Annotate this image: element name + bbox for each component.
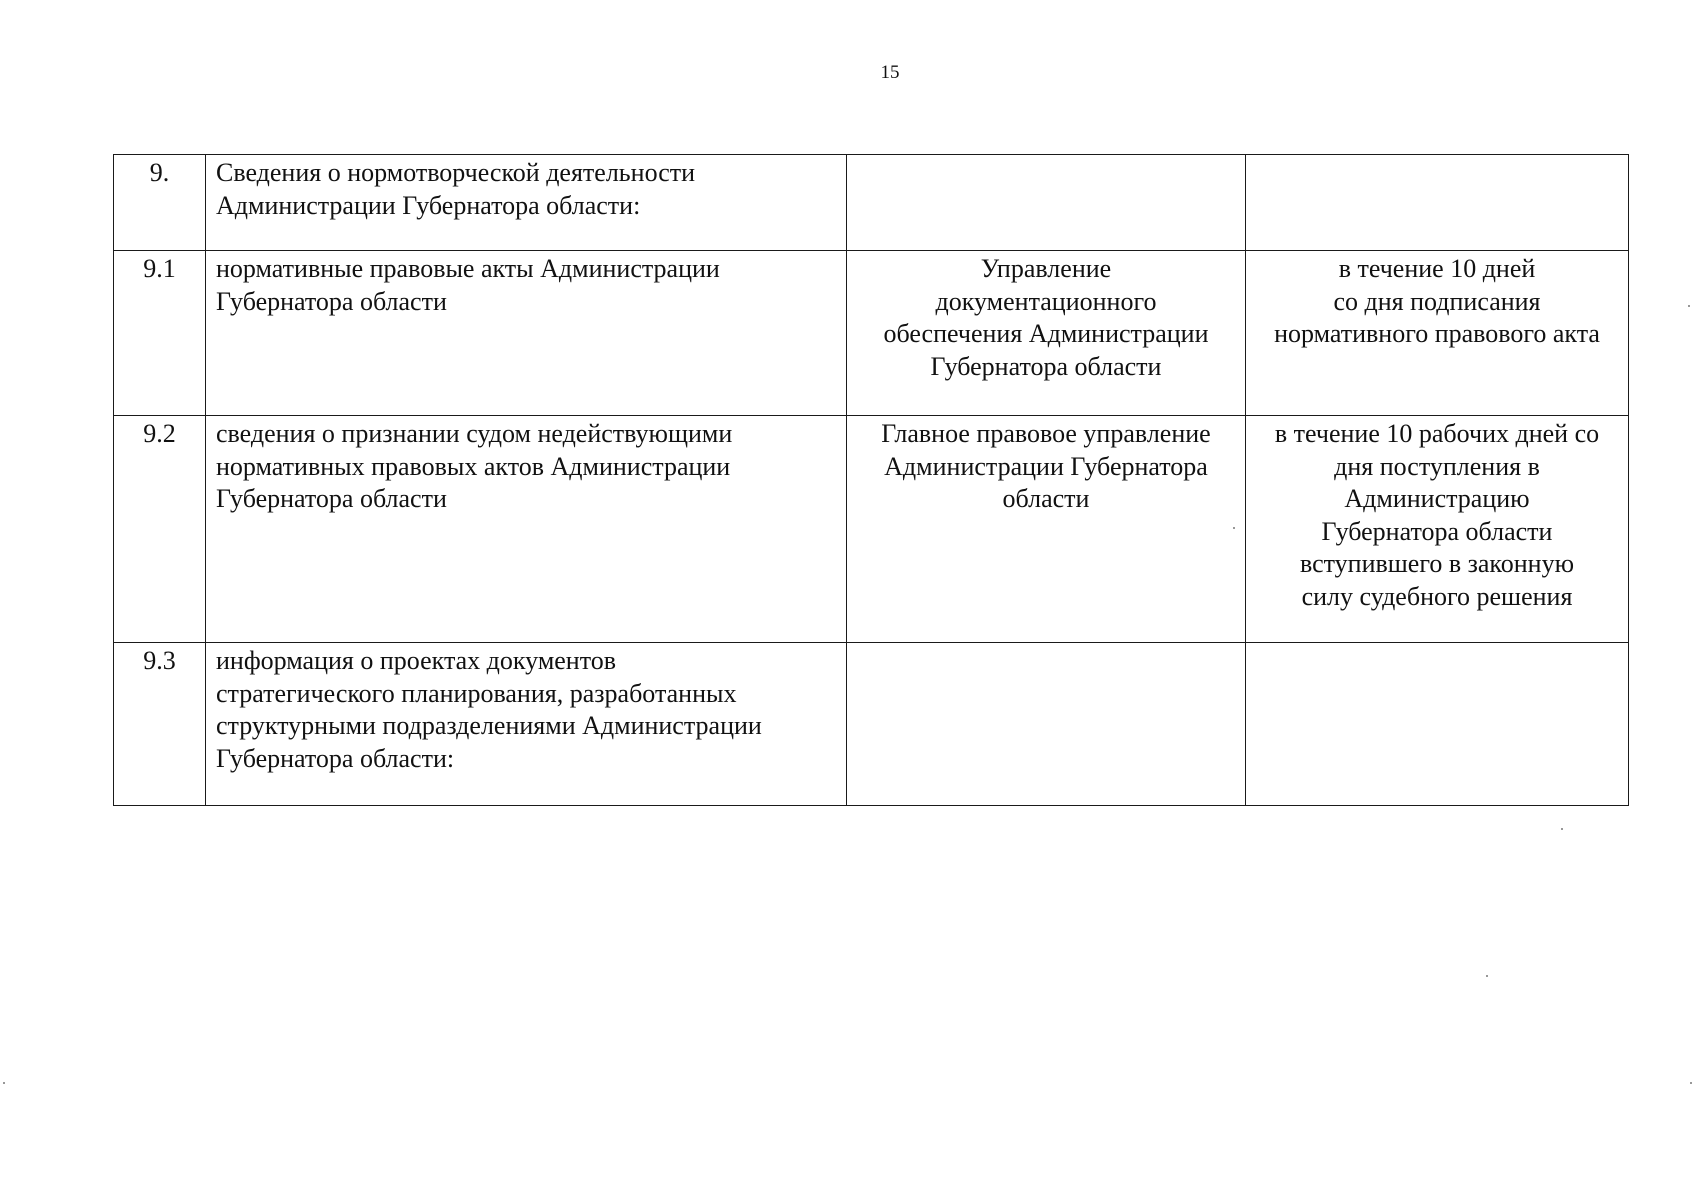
description-line: Губернатора области <box>216 286 447 316</box>
responsible-line: документационного <box>935 286 1157 316</box>
description-cell <box>206 416 847 643</box>
description-cell <box>206 643 847 806</box>
description-line: Сведения о нормотворческой деятельности <box>216 158 696 187</box>
description-line: нормативные правовые акты Администрации <box>216 254 720 283</box>
deadline-line: в течение 10 дней <box>1338 254 1536 283</box>
deadline-line: нормативного правового акта <box>1274 319 1600 348</box>
deadline-cell <box>1246 251 1629 416</box>
responsible-line: области <box>1002 484 1090 513</box>
deadline-line: дня поступления в <box>1334 451 1540 481</box>
description-line: структурными подразделениями Администрации <box>216 711 762 740</box>
responsible-line: Администрации Губернатора <box>884 451 1208 481</box>
description-line: стратегического планирования, разработанных <box>216 678 737 708</box>
scan-speck <box>3 1082 5 1084</box>
row-number-cell: 9. <box>114 155 206 251</box>
deadline-line: со дня подписания <box>1333 286 1541 316</box>
row-number-cell: 9.2 <box>114 416 206 643</box>
table-row-9 <box>114 155 1629 251</box>
description-line: Губернатора области: <box>216 743 455 773</box>
row-number-cell: 9.3 <box>114 643 206 806</box>
table-row-9-1 <box>114 251 1629 416</box>
deadline-line: Губернатора области <box>1321 516 1553 546</box>
scan-speck <box>1233 527 1235 529</box>
responsible-cell <box>847 155 1246 251</box>
description-line: информация о проектах документов <box>216 646 617 675</box>
description-line: Губернатора области <box>216 484 447 513</box>
responsible-cell <box>847 416 1246 643</box>
deadline-cell <box>1246 155 1629 251</box>
row-number-cell: 9.1 <box>114 251 206 416</box>
description-line: сведения о признании судом недействующими <box>216 419 733 448</box>
deadline-cell <box>1246 416 1629 643</box>
scan-speck <box>1486 975 1488 977</box>
scan-speck <box>1688 305 1690 307</box>
description-cell <box>206 251 847 416</box>
data-table <box>113 154 1629 806</box>
deadline-line: в течение 10 рабочих дней со <box>1274 419 1600 448</box>
description-line: нормативных правовых актов Администрации <box>216 451 731 481</box>
table-row-9-2 <box>114 416 1629 643</box>
responsible-cell <box>847 251 1246 416</box>
scan-speck <box>1561 828 1563 830</box>
description-cell <box>206 155 847 251</box>
responsible-line: обеспечения Администрации <box>883 319 1209 348</box>
deadline-line: силу судебного решения <box>1301 581 1573 611</box>
responsible-line: Главное правовое управление <box>881 419 1211 448</box>
description-line: Администрации Губернатора области: <box>216 190 641 220</box>
page-number: 15 <box>880 62 900 83</box>
scan-speck <box>1690 1082 1692 1084</box>
deadline-cell <box>1246 643 1629 806</box>
responsible-line: Управление <box>980 254 1112 283</box>
responsible-cell <box>847 643 1246 806</box>
deadline-line: вступившего в законную <box>1299 549 1574 578</box>
deadline-line: Администрацию <box>1344 484 1530 513</box>
table-row-9-3 <box>114 643 1629 806</box>
responsible-line: Губернатора области <box>930 351 1162 381</box>
